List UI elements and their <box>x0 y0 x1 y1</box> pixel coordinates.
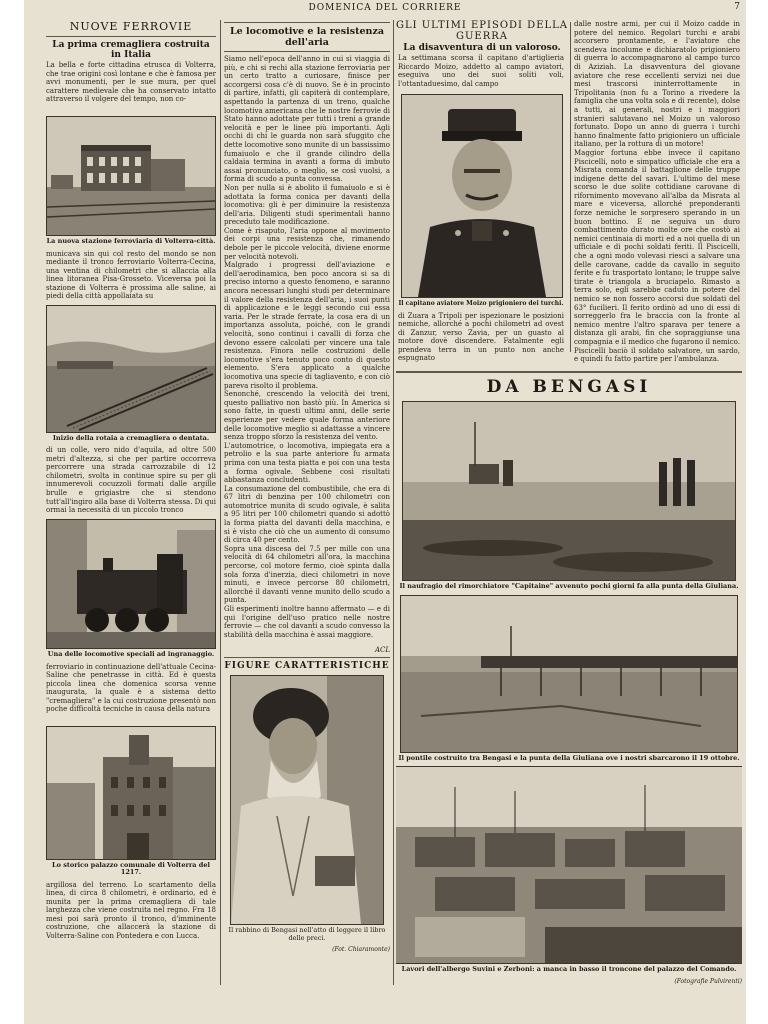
photo-caption: Il naufragio del rimorchiatore "Capitaine" avvenuto pochi giorni fa alla punta della Giuliana. <box>399 582 739 590</box>
article-paragraph: Senonché, crescendo la velocità dei treni, questo palliativo non bastò più. In America si sono fatte, in questi ultimi anni, delle serie esperienze per vedere quale forma anteriore delle locomotive meglio si adattasse a vincere senza troppo sforzo la resistenza del vento. <box>224 390 390 442</box>
column-guerra <box>396 20 742 1020</box>
article-title: La prima cremagliera costruita in Italia <box>52 40 210 60</box>
photo-station <box>46 116 216 236</box>
divider <box>224 22 390 23</box>
photo-palazzo <box>46 726 216 860</box>
article-paragraph: Malgrado i progressi dell'aviazione e dell'aerodinamica, ben poco ancora si sa di preciso intorno a questo fenomeno, e saranno ancora necessari lunghi studi per determinare il valore della resistenza dell'aria, i suoi punti di applicazione e le leggi secondo cui essa varia. Per le strade ferrate, la cosa era di un importanza assoluta, poiché, con le grandi velocità, sono continui i cavalli di forza che devono essere calcolati per vincere una tale resistenza. Finora nelle costruzioni delle locomotive s'era tenuto poco conto di questo elemento. S'era applicato a qualche locomotiva una specie di tagliavento, e con ciò pareva risolto il problema. <box>224 261 390 390</box>
divider <box>396 371 742 373</box>
article-title: La disavventura di un valoroso. <box>403 43 561 53</box>
article-signature: ACL <box>374 646 390 654</box>
article-paragraph: La consumazione del combustibile, che era di 67 litri di benzina per 100 chilometri con automotrice munita di scudo ogivale, è salita a 95 litri per 100 chilometri quando si adottò la forma piatta del davanti della macchina, e si è visto che ciò che un aumento di consumo di circa 40 per cento. <box>224 484 390 545</box>
article-paragraph: Come è risaputo, l'aria oppone al movimento dei corpi una resistenza che, rimanendo debole per le piccole velocità, diviene enorme per velocità notevoli. <box>224 226 390 261</box>
shipwreck-illustration <box>403 402 735 580</box>
photo-caption: Il capitano aviatore Moizo prigioniero dei turchi. <box>398 300 564 307</box>
article-paragraph: L'automotrice, o locomotiva, impiegata era a petrolio e la sua parte anteriore fu armata prima con una testa piatta e poi con una testa a forma ogivale. Sebbene così risultati abbastanza concludenti. <box>224 441 390 485</box>
rack-rail-illustration <box>47 306 215 432</box>
article-body <box>224 55 390 645</box>
photo-captain-portrait <box>401 94 563 298</box>
captain-portrait-illustration <box>402 95 562 297</box>
article-paragraph: Sopra una discesa del 7.5 per mille con una velocità di 64 chilometri all'ora, la macchina percorse, col motore fermo, cioè spinta dalla sola forza d'inerzia, dieci chilometri in nove minuti, e invece percorse 80 chilometri, allorché il davanti venne munito dello scudo a punta. <box>224 544 390 605</box>
photo-shipwreck <box>402 401 736 581</box>
column-nuove-ferrovie <box>46 20 216 1020</box>
station-illustration <box>47 117 215 235</box>
article-paragraph: ferroviario in continuazione dell'attuale Cecina-Saline che penetrasse in città. Ed è questa piccola linea che domenica scorsa venne inaugurata, la quale è a sistema detto "cremagliera" e la cui costruzione presentò non poche difficoltà tecniche in causa della natura <box>46 662 216 714</box>
article-paragraph: Non per nulla si è abolito il fumaiuolo e si è adottata la forma conica per davanti della locomotiva: gli è per diminuire la resistenza dell'aria. Diligenti studi sperimentali hanno preceduto tale modificazione. <box>224 183 390 227</box>
article-paragraph: argillosa del terreno. Lo scartamento della linea, di circa 8 chilometri, è ordinario, ed è munita per la prima cremagliera di tale larghezza che viene costruita nel regno. Fra 18 mesi poi sarà pronto il tronco, d'imminente costruzione, che allaccerà la stazione di Volterra-Saline con Pontedera e con Lucca. <box>46 880 216 941</box>
photo-caption: La nuova stazione ferroviaria di Volterra-città. <box>46 237 216 245</box>
photo-rack-rail <box>46 305 216 433</box>
article-paragraph: Gli esperimenti inoltre hanno affermato — e di qui l'origine dell'uso pratico nelle nostre ferrovie — che col davanti a scudo convesso la stabilità della macchina è assai maggiore. <box>224 605 390 639</box>
pier-illustration <box>401 596 737 752</box>
column-locomotive <box>224 20 390 1020</box>
article-title: Le locomotive e la resistenza dell'aria <box>229 26 385 48</box>
divider <box>224 51 390 52</box>
article-paragraph: di Zuara a Tripoli per ispezionare le posizioni nemiche, allorché a pochi chilometri ad ovest di Zanzur, verso Zavia, per un guasto al motore dovè discendere. Fatalmente egli prendeva terra in un punto non anche espugnato <box>398 311 564 363</box>
rabbi-portrait-illustration <box>231 676 383 924</box>
photo-caption: Inizio della rotaia a cremagliera o dentata. <box>52 433 210 442</box>
newspaper-page <box>24 0 746 1024</box>
photo-caption: Il rabbino di Bengasi nell'atto di leggere il libro delle preci. <box>228 926 386 942</box>
divider <box>224 657 390 658</box>
hotel-works-illustration <box>396 767 742 963</box>
bengasi-section <box>396 368 742 985</box>
section-title: FIGURE CARATTERISTICHE <box>224 661 390 671</box>
article-paragraph: di un colle, vero nido d'aquila, ad oltre 500 metri d'altezza, si che per partire occorreva percorrere una strada carrozzabile di 12 chilometri, svolta in continue spire su per gli innumerevoli cocuzzoli formati dalle argille brulle e grigiastre che si stendono tutt'all'ingiro alla base di Volterra stessa. Di qui ormai la necessità di un piccolo tronco <box>46 446 216 515</box>
photo-caption: Una delle locomotive speciali ad ingranaggio. <box>47 650 215 658</box>
column-rule <box>220 20 221 985</box>
page-number: 7 <box>734 2 740 12</box>
photo-rabbi <box>230 675 384 925</box>
running-head: DOMENICA DEL CORRIERE <box>308 3 462 13</box>
war-left-subcolumn <box>398 54 564 364</box>
photo-credit: (Fot. Chiaramonte) <box>332 946 390 953</box>
photo-locomotive <box>46 519 216 649</box>
photo-caption: Il pontile costruito tra Bengasi e la punta della Giuliana ove i nostri sbarcarono il 19 ottobre. <box>398 753 740 762</box>
article-paragraph: municava sin qui col resto del mondo se non mediante il tronco ferroviario Volterra-Cecina, una ventina di chilometri che si allaccia alla linea litoranea Pisa-Grosseto. Viceversa poi la stazione di Volterra è prossima alle saline, ai piedi della città appollaiata su <box>46 249 216 301</box>
photo-pier <box>400 595 738 753</box>
column-rule <box>393 20 394 985</box>
photo-caption: Lavori dell'albergo Suvini e Zerboni: a manca in basso il troncone del palazzo del Comando. <box>401 965 737 973</box>
photo-caption: Lo storico palazzo comunale di Volterra del 1217. <box>52 860 210 876</box>
article-paragraph: La settimana scorsa il capitano d'artiglieria Riccardo Moizo, addetto al campo aviatori, eseguiva uno dei suoi soliti voli, l'ottantaduesimo, dal campo <box>398 54 564 88</box>
article-paragraph: La bella e forte cittadina etrusca di Volterra, che trae origini così lontane e che è famosa per avvi monumenti, per le sue mura, per quel carattere medievale che ha conservato intatto attraverso il volgere del tempo, non co- <box>46 61 216 104</box>
palazzo-illustration <box>47 727 215 859</box>
article-paragraph: Maggior fortuna ebbe invece il capitano Piscicelli, noto e simpatico ufficiale che era a Misrata comanda il battaglione delle truppe indigene dette del savari. L'ultimo del mese scorso le due solite cottidiane carovane di rifornimento movevano all'alba da Misrata al mare e viceversa, allorché preponderanti forze nemiche le sorpresero sperando in un buon bottino. E ne seguiva un duro combattimento durato molte ore che costò ai nemici centinaia di morti ed a noi quella di un ufficiale e di pochi soldati feriti. Il Piscicelli, che a ogni modo volevasi riesci a salvare una delle carovane, cadde da cavallo in seguito ferite e fu trasportato lontano; le truppe salve tirate è triangola a bruciapelo. Rimasto a terra solo, egli sarebbe caduto in potere del nemico se non fossero accorsi due soldati del 63° fucilieri. Il ferito ordinò ad uno di essi di sorreggerlo fra le braccia con la fronte al nemico mentre l'altro sparava per tenere a distanza gli arabi, fin che sopraggiunse una compagnia e il medico che fugarono il nemico. Piscicelli baciò il soldato salvatore, un sardo, e quindi fu fatto partire per l'ambulanza. <box>574 148 740 364</box>
photo-credit: (Fotografie Pulvirenti) <box>674 977 742 985</box>
section-title: GLI ULTIMI EPISODI DELLA GUERRA <box>396 20 568 42</box>
war-right-subcolumn <box>574 20 740 370</box>
section-title: DA BENGASI <box>486 377 652 397</box>
photo-hotel-works <box>396 766 742 964</box>
article-paragraph: Siamo nell'epoca dell'anno in cui si viaggia di più, e chi si rechi alla stazione ferroviaria per un certo tratto a curiosare, finisce per accorgersi cosa c'è di nuovo. Se è in procinto di partire, infatti, gli capiterà di contemplare, aspettando la partenza di un treno, qualche locomotiva americana che le nostre ferrovie di Stato hanno adottate per tutti i treni a grande velocità e per le linee più importanti. Agli occhi di chi le guarda non sarà sfuggito che dette locomotive sono munite di un bassissimo fumaiuolo e che il grande cilindro della caldaia termina in avanti a forma di imbuto assai pronunciato, o meglio, se così vuolsi, a forma di scudo a punta convessa. <box>224 55 390 184</box>
locomotive-illustration <box>47 520 215 648</box>
divider <box>46 36 216 37</box>
section-title: NUOVE FERROVIE <box>69 20 193 33</box>
article-paragraph: dalle nostre armi, per cui il Moizo cadde in potere del nemico. Regolari turchi e arabi accorsero prontamente, e l'aviatore che scendeva incolume e dichiaratolo prigioniero di guerra lo accompagnarono al campo turco di Aziziah. La disavventura del giovane aviatore che rese eccellenti servizi nei due mesi trascorsi ininterrottamente in Tripolitania (non fu a Torino a rivedere la famiglia che una volta sola e di recente), dolse a tutti, ai generali, nostri e i maggiori stranieri salutavano nel Moizo un valoroso fortunato. Dopo un anno di guerra i turchi hanno finalmente fatto prigioniero un ufficiale italiano, per la rottura di un motore! <box>574 20 740 149</box>
